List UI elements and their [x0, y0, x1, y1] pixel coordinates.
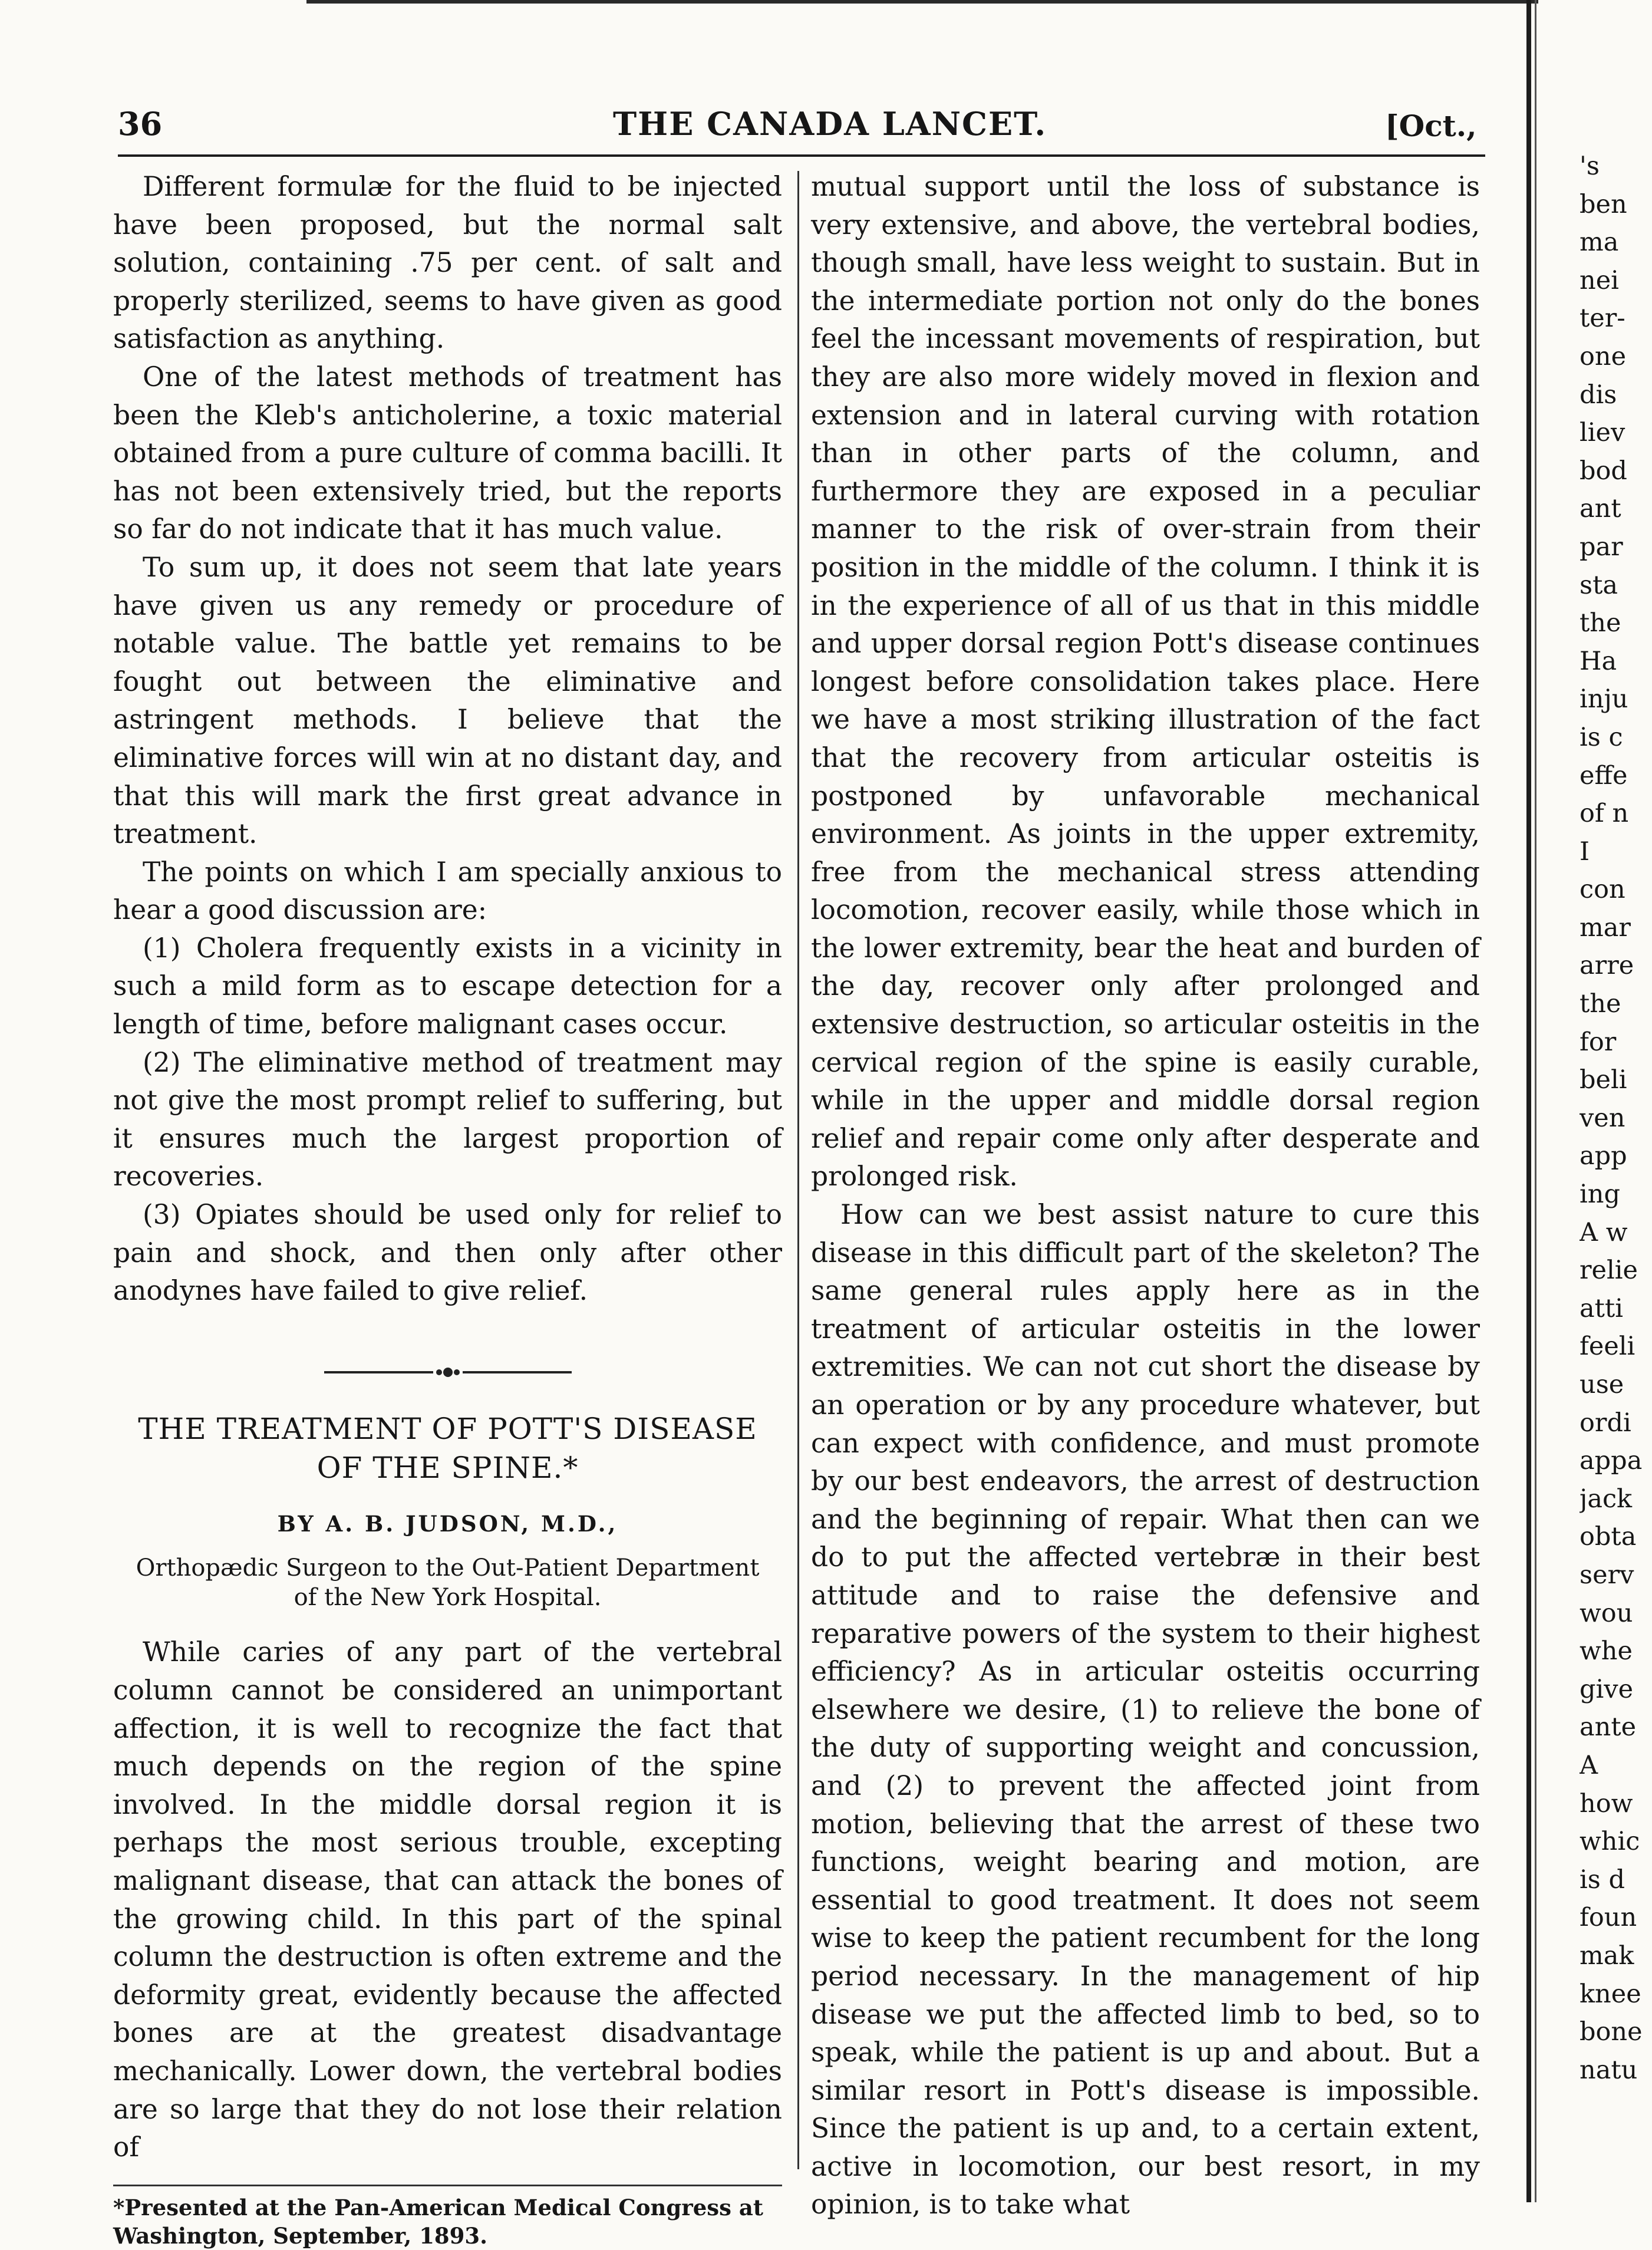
- paragraph: The points on which I am specially anxious to hear a good discussion are:: [113, 856, 782, 926]
- page-gutter-edge: [1526, 0, 1531, 2202]
- facing-page-line: ven: [1580, 1103, 1625, 1133]
- facing-page-line: wou: [1580, 1598, 1633, 1628]
- facing-page-line: inju: [1580, 684, 1628, 714]
- facing-page-line: serv: [1580, 1560, 1634, 1590]
- facing-page-line: of n: [1580, 799, 1629, 829]
- facing-page-line: con: [1580, 875, 1625, 905]
- scan-edge-top: [306, 0, 1538, 4]
- journal-title: THE CANADA LANCET.: [613, 105, 1047, 143]
- facing-page-line: bod: [1580, 456, 1627, 486]
- facing-page-line: for: [1580, 1027, 1617, 1057]
- page-header: [118, 105, 1477, 152]
- facing-page-line: beli: [1580, 1065, 1627, 1095]
- facing-page-line: ter-: [1580, 304, 1625, 334]
- facing-page-line: mak: [1580, 1941, 1634, 1971]
- paragraph: mutual support until the loss of substance is very extensive, and above, the vertebral bodies, though small, have less weight to sustain. But in the intermediate portion not only do the bones feel the incessant movements of respiration, but they are also more widely moved in flexion and extension and in lateral curving with rotation than in other parts of the column, and furthermore they are exposed in a peculiar manner to the risk of over-strain from their position in the middle of the column. I think it is in the experience of all of us that in this middle and upper dorsal region Pott's disease continues longest before consolidation takes place. Here we have a most striking illustration of the fact that the recovery from articular osteitis is postponed by unfavorable mechanical environment. As joints in the upper extremity, free from the mechanical stress attending locomotion, recover easily, while those which in the lower extremity, bear the heat and burden of the day, recover only after prolonged and extensive destruction, so articular osteitis in the cervical region of the spine is easily curable, while in the upper and middle dorsal region relief and repair come only after desperate and prolonged risk.: [811, 171, 1480, 1192]
- facing-page-line: natu: [1580, 2055, 1638, 2085]
- facing-page-line: ant: [1580, 494, 1621, 524]
- facing-page-line: nei: [1580, 265, 1619, 295]
- facing-page-line: foun: [1580, 1903, 1637, 1933]
- facing-page-line: ma: [1580, 228, 1619, 258]
- facing-page-line: A: [1580, 1750, 1598, 1780]
- facing-page-line: is d: [1580, 1864, 1625, 1895]
- list-item: (1) Cholera frequently exists in a vicinity in such a mild form as to escape detection for a length of time, before malignant cases occur.: [113, 932, 782, 1040]
- paragraph: One of the latest methods of treatment has been the Kleb's anticholerine, a toxic material obtained from a pure culture of comma bacilli. It has not been extensively tried, but the reports so far do not indicate that it has much value.: [113, 361, 782, 545]
- page-gutter-edge-shadow: [1535, 0, 1536, 2202]
- paragraph: Different formulæ for the fluid to be injected have been proposed, but the normal salt solution, containing .75 per cent. of salt and properly sterilized, seems to have given as good satisfaction as anything.: [113, 171, 782, 355]
- author-byline: BY A. B. JUDSON, M.D.,: [277, 1510, 618, 1537]
- facing-page-fragment: [1580, 147, 1652, 2089]
- facing-page-line: I: [1580, 836, 1590, 867]
- facing-page-line: whe: [1580, 1636, 1633, 1666]
- facing-page-line: ben: [1580, 189, 1627, 219]
- facing-page-line: the: [1580, 989, 1621, 1019]
- left-column: [113, 168, 782, 2250]
- facing-page-line: A w: [1580, 1217, 1628, 1247]
- list-item: (3) Opiates should be used only for relief to pain and shock, and then only after other anodynes have failed to give relief.: [113, 1199, 782, 1307]
- right-column: [811, 168, 1480, 2224]
- ornament-dot: [454, 1369, 460, 1375]
- list-item: (2) The eliminative method of treatment may not give the most prompt relief to suffering, but it ensures much the largest proportion of recoveries.: [113, 1046, 782, 1192]
- footnote: *Presented at the Pan-American Medical Congress at Washington, September, 1893.: [113, 2194, 763, 2249]
- facing-page-line: ante: [1580, 1712, 1637, 1742]
- facing-page-line: knee: [1580, 1979, 1641, 2009]
- article-body-paragraph: While caries of any part of the vertebral column cannot be considered an unimportant affection, it is well to recognize the fact that much depends on the region of the spine involved. In the middle dorsal region it is perhaps the most serious trouble, excepting malignant disease, that can attack the bones of the growing child. In this part of the spinal column the destruction is often extreme and the deformity great, evidently because the affected bones are at the greatest disadvantage mechanically. Lower down, the vertebral bodies are so large that they do not lose their relation of: [113, 1636, 782, 2163]
- facing-page-line: relie: [1580, 1256, 1638, 1286]
- paragraph: To sum up, it does not seem that late years have given us any remedy or procedure of notable value. The battle yet remains to be fought out between the eliminative and astringent methods. I believe that the eliminative forces will win at no distant day, and that this will mark the first great advance in treatment.: [113, 551, 782, 850]
- footnote-rule: [113, 2185, 782, 2186]
- facing-page-line: use: [1580, 1370, 1624, 1399]
- facing-page-line: effe: [1580, 760, 1628, 790]
- facing-page-line: Ha: [1580, 646, 1617, 676]
- ornament-dot: [436, 1369, 442, 1375]
- paragraph: How can we best assist nature to cure this disease in this difficult part of the skeleton? The same general rules apply here as in the treatment of articular osteitis in the lower extremities. We can not cut short the disease by an operation or by any procedure whatever, but can expect with confidence, and must promote by our best endeavors, the arrest of destruction and the beginning of repair. What then can we do to put the affected vertebræ in their best attitude and to raise the defensive and reparative powers of the system to their highest efficiency? As in articular osteitis occurring elsewhere we desire, (1) to relieve the bone of the duty of supporting weight and concussion, and (2) to prevent the affected joint from motion, believing that the arrest of these two functions, weight bearing and motion, are essential to good treatment. It does not seem wise to keep the patient recumbent for the long period necessary. In the management of hip disease we put the affected limb to bed, so to speak, while the patient is up and about. But a similar resort in Pott's disease is impossible. Since the patient is up and, to a certain extent, active in locomotion, our best resort, in my opinion, is to take what: [811, 1199, 1480, 2221]
- facing-page-line: mar: [1580, 912, 1631, 943]
- facing-page-line: one: [1580, 341, 1627, 371]
- header-rule: [118, 154, 1485, 157]
- article-title: THE TREATMENT OF POTT'S DISEASE OF THE SPINE.*: [138, 1411, 757, 1485]
- facing-page-line: the: [1580, 608, 1621, 638]
- facing-page-line: dis: [1580, 380, 1617, 410]
- facing-page-line: is c: [1580, 722, 1623, 752]
- issue-date: [Oct.,: [1385, 108, 1477, 143]
- ornament-dot-center: [443, 1368, 453, 1377]
- author-affiliation: Orthopædic Surgeon to the Out-Patient Department of the New York Hospital.: [136, 1554, 760, 1612]
- facing-page-line: liev: [1580, 418, 1625, 448]
- facing-page-line: bone: [1580, 2017, 1643, 2047]
- facing-page-line: sta: [1580, 570, 1618, 600]
- page-number: 36: [118, 105, 163, 143]
- facing-page-line: ordi: [1580, 1408, 1631, 1438]
- section-ornament: [324, 1363, 572, 1381]
- facing-page-line: 's: [1580, 151, 1600, 181]
- facing-page-line: give: [1580, 1674, 1634, 1704]
- facing-page-line: atti: [1580, 1293, 1623, 1323]
- facing-page-line: app: [1580, 1141, 1627, 1171]
- column-divider: [797, 171, 799, 2169]
- facing-page-line: arre: [1580, 951, 1634, 981]
- facing-page-line: par: [1580, 532, 1623, 562]
- facing-page-line: how: [1580, 1788, 1633, 1819]
- facing-page-line: ing: [1580, 1180, 1620, 1210]
- facing-page-line: appa: [1580, 1446, 1643, 1476]
- facing-page-line: whic: [1580, 1827, 1640, 1857]
- facing-page-line: obta: [1580, 1522, 1637, 1552]
- facing-page-line: feeli: [1580, 1332, 1635, 1362]
- facing-page-line: jack: [1580, 1484, 1633, 1514]
